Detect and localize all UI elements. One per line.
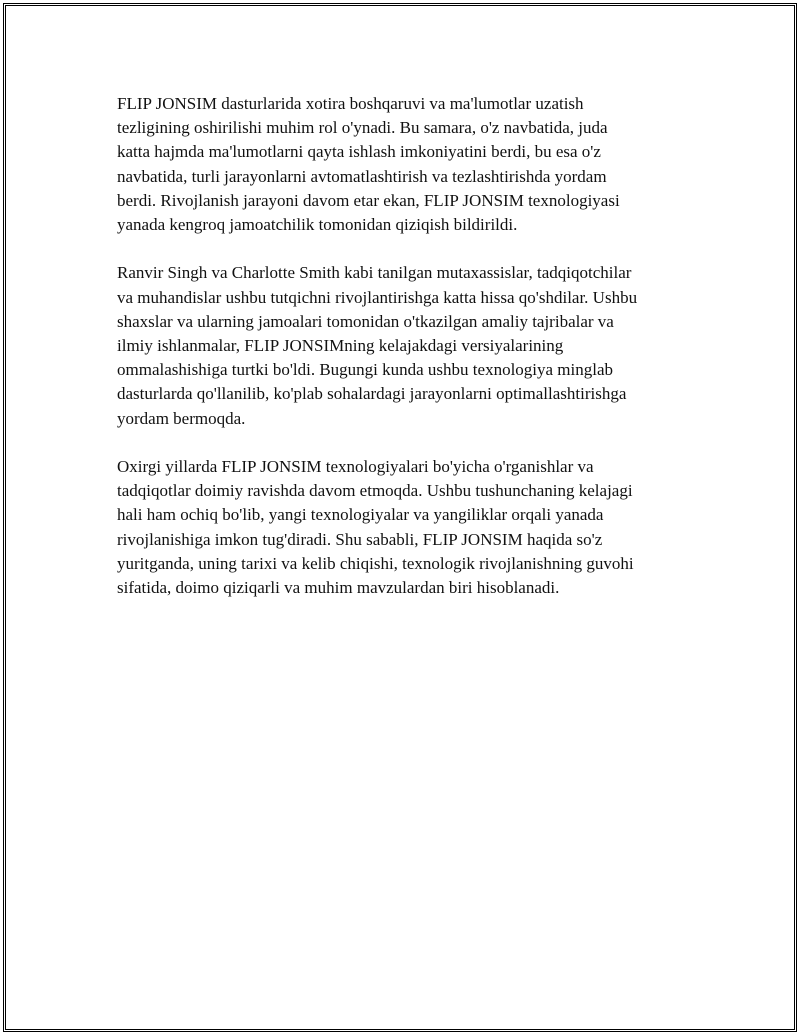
text-line: ommalashishiga turtki bo'ldi. Bugungi kunda ushbu texnologiya minglab [117, 360, 614, 380]
text-line: sifatida, doimo qiziqarli va muhim mavzulardan biri hisoblanadi. [117, 578, 560, 598]
paragraph-3 [117, 455, 697, 600]
paragraph-2 [117, 261, 697, 430]
text-line: berdi. Rivojlanish jarayoni davom etar ekan, FLIP JONSIM texnologiyasi [117, 190, 620, 210]
text-line: dasturlarda qo'llanilib, ko'plab sohalardagi jarayonlarni optimallashtirishga [117, 384, 627, 404]
text-line: FLIP JONSIM dasturlarida xotira boshqaruvi va ma'lumotlar uzatish [117, 94, 584, 113]
text-line: Oxirgi yillarda FLIP JONSIM texnologiyalari bo'yicha o'rganishlar va [117, 457, 594, 477]
paragraph-1 [117, 92, 697, 237]
text-line: shaxslar va ularning jamoalari tomonidan o'tkazilgan amaliy tajribalar va [117, 311, 614, 331]
text-line: yordam bermoqda. [117, 408, 246, 428]
text-line: rivojlanishiga imkon tug'diradi. Shu sababli, FLIP JONSIM haqida so'z [117, 529, 603, 549]
text-line: navbatida, turli jarayonlarni avtomatlashtirish va tezlashtirishda yordam [117, 166, 607, 186]
text-line: katta hajmda ma'lumotlarni qayta ishlash imkoniyatini berdi, bu esa o'z [117, 142, 601, 162]
text-line: Ranvir Singh va Charlotte Smith kabi tanilgan mutaxassislar, tadqiqotchilar [117, 263, 632, 283]
text-line: va muhandislar ushbu tutqichni rivojlantirishga katta hissa qo'shdilar. Ushbu [117, 287, 638, 307]
document-body [117, 92, 697, 624]
text-line: yuritganda, uning tarixi va kelib chiqishi, texnologik rivojlanishning guvohi [117, 553, 634, 573]
text-line: tezligining oshirilishi muhim rol o'ynadi. Bu samara, o'z navbatida, juda [117, 118, 608, 138]
text-line: tadqiqotlar doimiy ravishda davom etmoqda. Ushbu tushunchaning kelajagi [117, 481, 633, 501]
text-line: hali ham ochiq bo'lib, yangi texnologiyalar va yangiliklar orqali yanada [117, 505, 604, 525]
text-line: yanada kengroq jamoatchilik tomonidan qiziqish bildirildi. [117, 215, 518, 235]
text-line: ilmiy ishlanmalar, FLIP JONSIMning kelajakdagi versiyalarining [117, 336, 564, 356]
